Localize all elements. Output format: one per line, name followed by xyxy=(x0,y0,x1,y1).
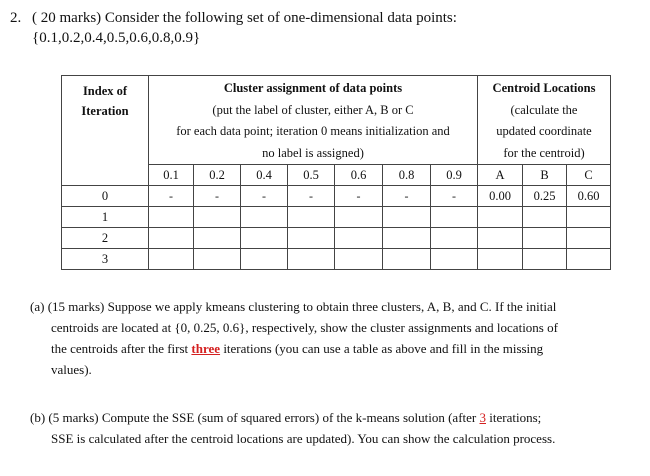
centroid-header: Centroid Locations (calculate the updated coordinate for the centroid) xyxy=(478,76,611,165)
centroid-cell xyxy=(523,228,567,249)
point-header: 0.9 xyxy=(431,165,478,186)
point-header: 0.5 xyxy=(288,165,335,186)
centroid-cell xyxy=(567,207,611,228)
index-header: Index of Iteration xyxy=(62,76,149,186)
part-a: (a) (15 marks) Suppose we apply kmeans clustering to obtain three clusters, A, B, and C. If the initial centroids are located at {0, 0.25, 0.6}, respectively, show the cluster assignments and locations of the centroids after the first three iterations (you can use a table as above and fill in the missing values). xyxy=(30,296,630,380)
assignment-cell xyxy=(149,249,194,270)
assignment-cell: - xyxy=(288,186,335,207)
assignment-cell xyxy=(335,228,383,249)
question-number: 2. xyxy=(10,10,22,26)
part-b-label: (b) xyxy=(30,410,46,425)
part-a-label: (a) xyxy=(30,299,45,314)
point-header: 0.1 xyxy=(149,165,194,186)
assignment-cell xyxy=(288,228,335,249)
assignment-cell: - xyxy=(335,186,383,207)
point-header: 0.2 xyxy=(194,165,241,186)
assignment-cell xyxy=(288,207,335,228)
emphasis-3: 3 xyxy=(479,410,486,425)
assignment-cell xyxy=(431,207,478,228)
header-row xyxy=(62,76,611,165)
iteration-index: 0 xyxy=(62,186,149,207)
data-set: {0.1,0.2,0.4,0.5,0.6,0.8,0.9} xyxy=(32,30,201,46)
assignment-cell: - xyxy=(194,186,241,207)
centroid-cell xyxy=(478,249,523,270)
iteration-index: 2 xyxy=(62,228,149,249)
question-text: ( 20 marks) Consider the following set of one-dimensional data points: xyxy=(32,10,457,26)
assignment-cell: - xyxy=(149,186,194,207)
assignment-cell xyxy=(383,249,431,270)
assignment-cell xyxy=(431,249,478,270)
cluster-header: Cluster assignment of data points (put the label of cluster, either A, B or C for each data point; iteration 0 means initialization and no label is assigned) xyxy=(149,76,478,165)
table-row xyxy=(62,228,611,249)
centroid-cell xyxy=(523,249,567,270)
assignment-cell xyxy=(149,228,194,249)
assignment-cell xyxy=(431,228,478,249)
centroid-label: B xyxy=(523,165,567,186)
assignment-cell xyxy=(335,207,383,228)
assignment-cell xyxy=(194,228,241,249)
question-header xyxy=(10,8,457,28)
centroid-label: A xyxy=(478,165,523,186)
assignment-cell xyxy=(241,228,288,249)
point-header: 0.6 xyxy=(335,165,383,186)
assignment-cell xyxy=(383,228,431,249)
centroid-cell xyxy=(567,228,611,249)
iteration-index: 3 xyxy=(62,249,149,270)
assignment-cell xyxy=(335,249,383,270)
centroid-cell xyxy=(567,249,611,270)
centroid-cell xyxy=(478,228,523,249)
assignment-cell xyxy=(288,249,335,270)
part-b: (b) (5 marks) Compute the SSE (sum of squared errors) of the k-means solution (after 3 iterations; SSE is calculated after the centroid locations are updated). You can show the calculation process. xyxy=(30,407,630,449)
centroid-cell xyxy=(523,207,567,228)
assignment-cell xyxy=(241,249,288,270)
table-row xyxy=(62,207,611,228)
centroid-label: C xyxy=(567,165,611,186)
table-row xyxy=(62,249,611,270)
kmeans-table xyxy=(61,75,611,270)
assignment-cell xyxy=(194,249,241,270)
iteration-index: 1 xyxy=(62,207,149,228)
assignment-cell: - xyxy=(241,186,288,207)
assignment-cell xyxy=(241,207,288,228)
centroid-cell xyxy=(478,207,523,228)
point-header: 0.8 xyxy=(383,165,431,186)
assignment-cell xyxy=(194,207,241,228)
assignment-cell: - xyxy=(383,186,431,207)
assignment-cell: - xyxy=(431,186,478,207)
emphasis-three: three xyxy=(191,341,221,356)
centroid-cell: 0.60 xyxy=(567,186,611,207)
table-row xyxy=(62,186,611,207)
point-header: 0.4 xyxy=(241,165,288,186)
assignment-cell xyxy=(149,207,194,228)
centroid-cell: 0.25 xyxy=(523,186,567,207)
centroid-cell: 0.00 xyxy=(478,186,523,207)
assignment-cell xyxy=(383,207,431,228)
